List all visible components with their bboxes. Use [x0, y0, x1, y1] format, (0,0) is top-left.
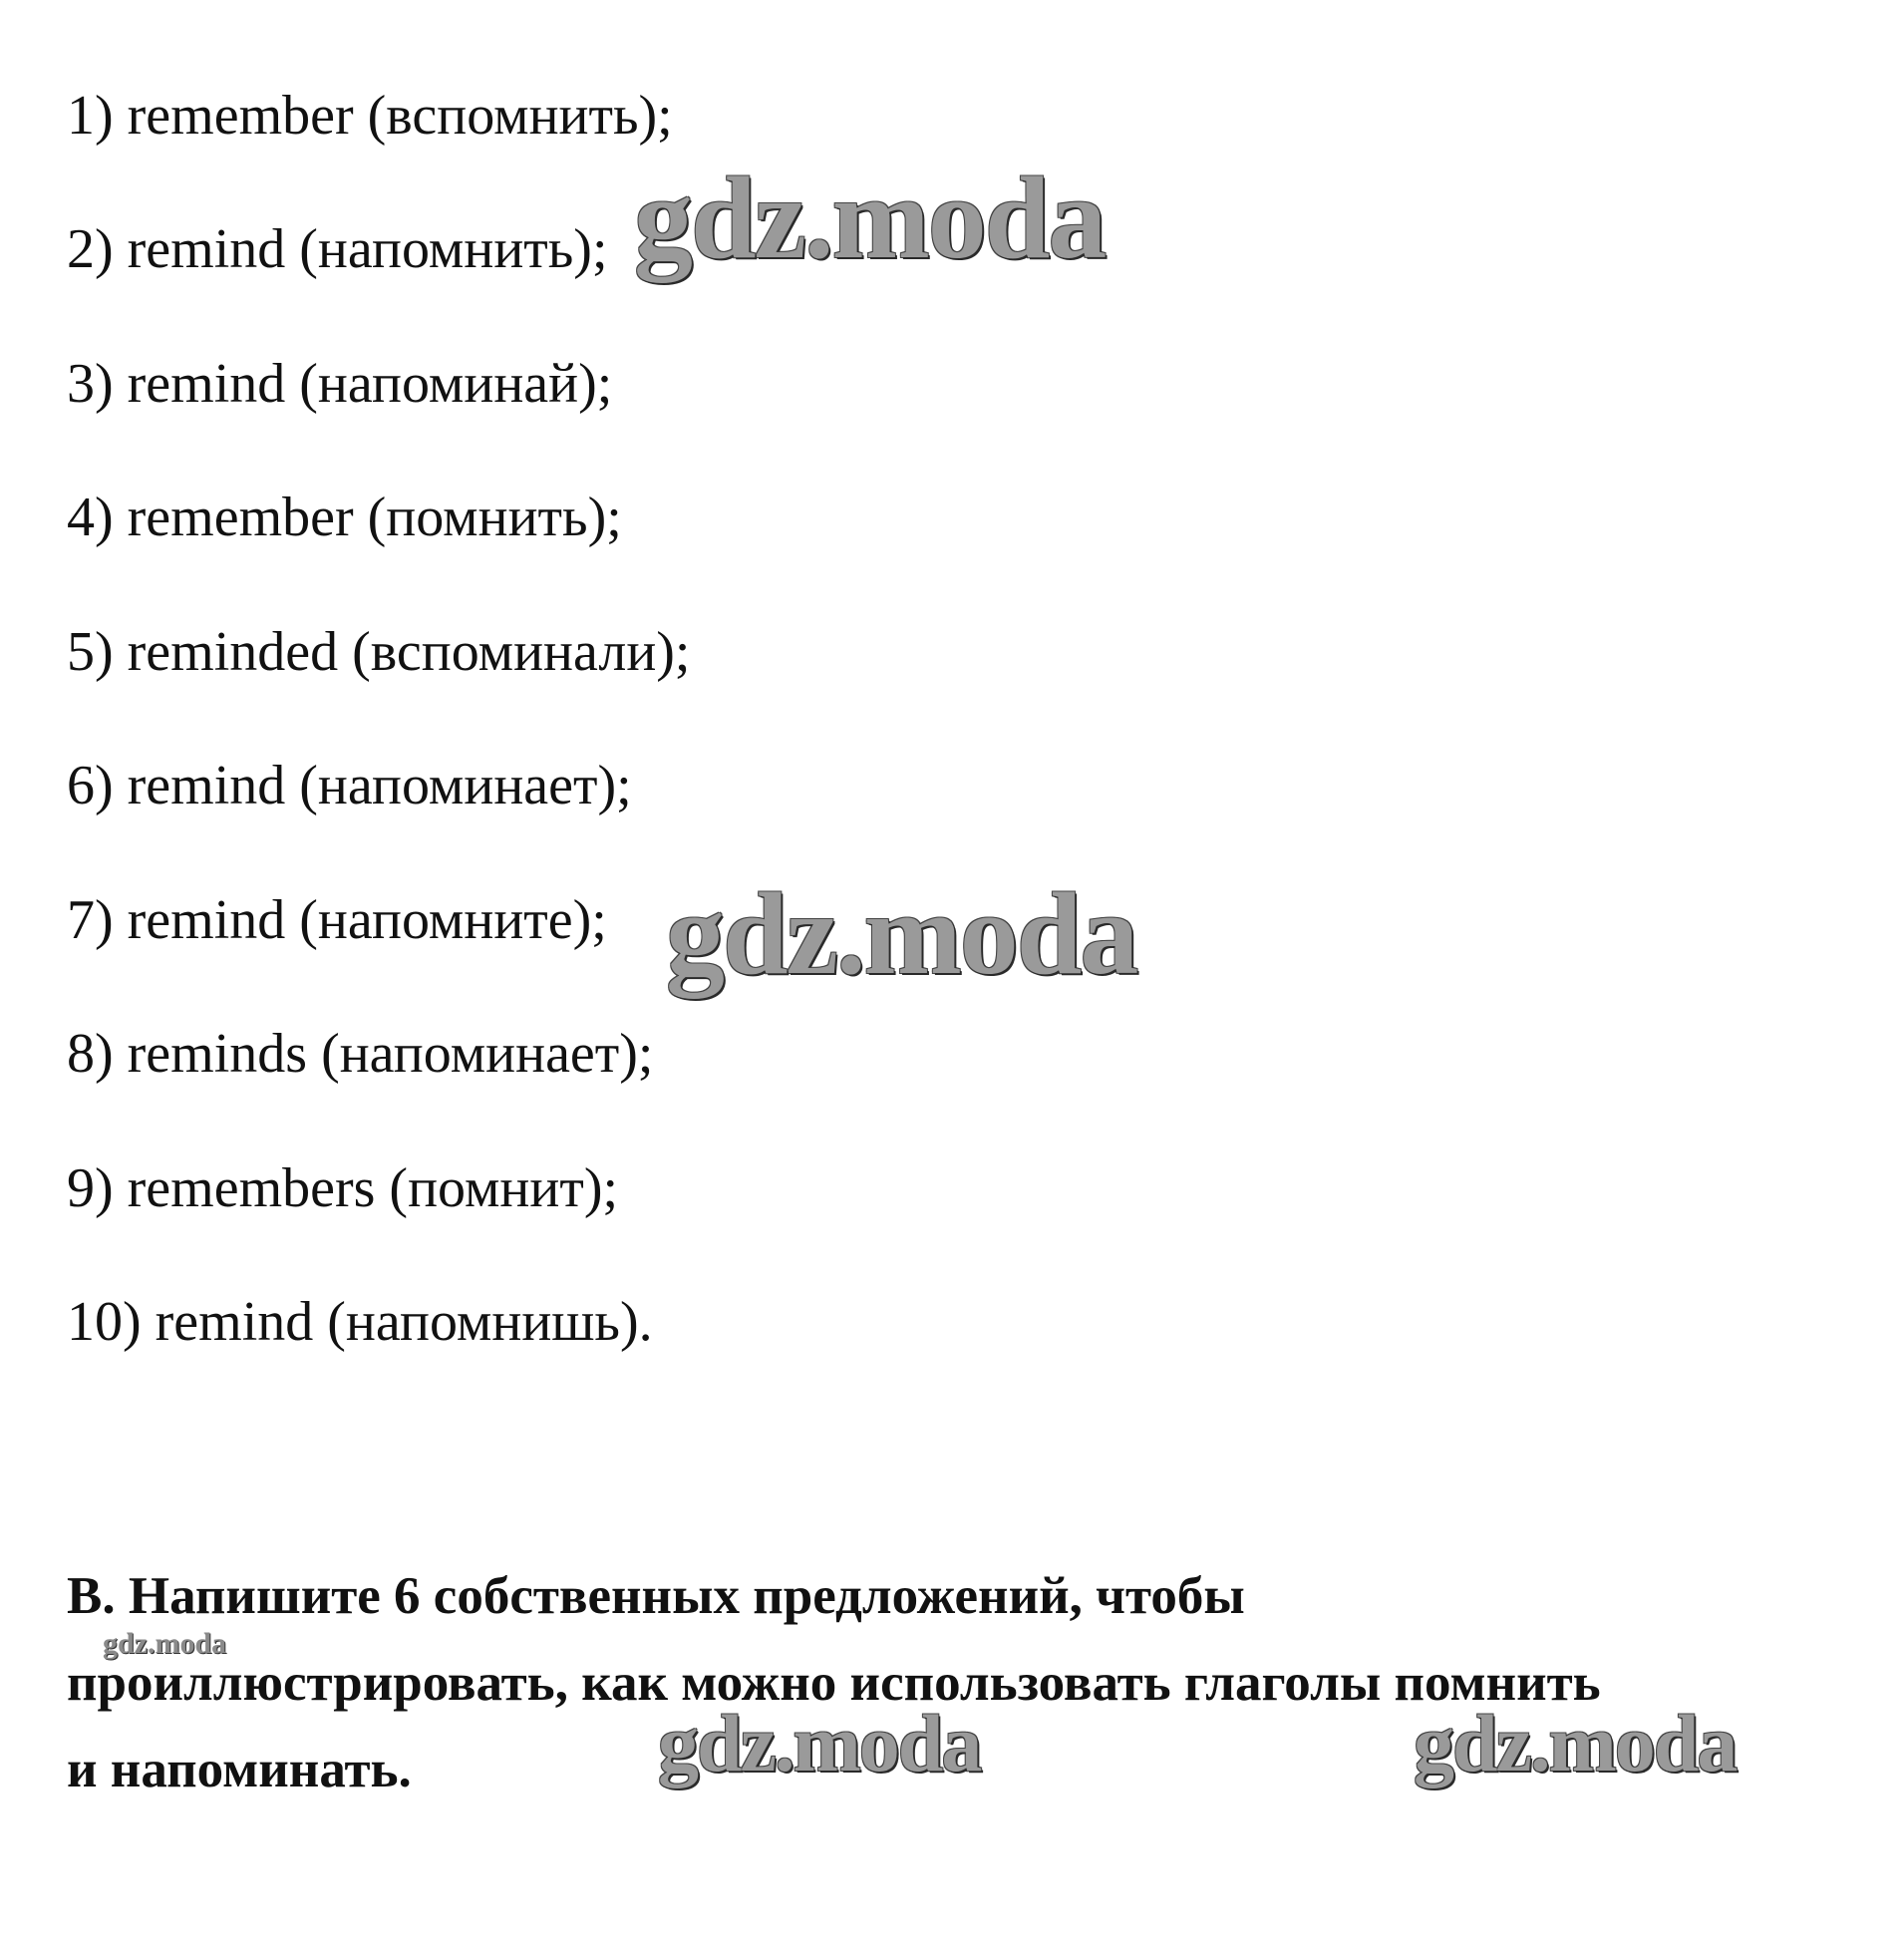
task-text — [67, 1553, 1861, 1813]
answer-item-6: 6) remind (напоминает); — [67, 755, 632, 816]
watermark-logo: gdz.moda — [103, 1627, 227, 1660]
task-line-2: проиллюстрировать, как можно использовать глаголы помнить — [67, 1654, 1601, 1712]
watermark-logo: gdz.moda — [666, 868, 1137, 999]
answer-item-7: 7) remind (напомните); — [67, 889, 607, 951]
answer-item-5: 5) reminded (вспоминали); — [67, 621, 691, 683]
task-line-3: и напоминать. — [67, 1741, 412, 1798]
watermark-logo: gdz.moda — [634, 153, 1106, 283]
answer-item-8: 8) reminds (напоминает); — [67, 1023, 654, 1085]
watermark-logo: gdz.moda — [1414, 1698, 1737, 1788]
answer-item-10: 10) remind (напомнишь). — [67, 1291, 653, 1353]
watermark-logo: gdz.moda — [658, 1698, 981, 1788]
answer-item-2: 2) remind (напомнить); — [67, 218, 608, 280]
answer-item-9: 9) remembers (помнит); — [67, 1157, 619, 1219]
task-line-1: B. Напишите 6 собственных предложений, чтобы — [67, 1567, 1245, 1625]
answer-item-1: 1) remember (вспомнить); — [67, 85, 673, 147]
answer-item-3: 3) remind (напоминай); — [67, 353, 613, 415]
answer-item-4: 4) remember (помнить); — [67, 486, 622, 548]
